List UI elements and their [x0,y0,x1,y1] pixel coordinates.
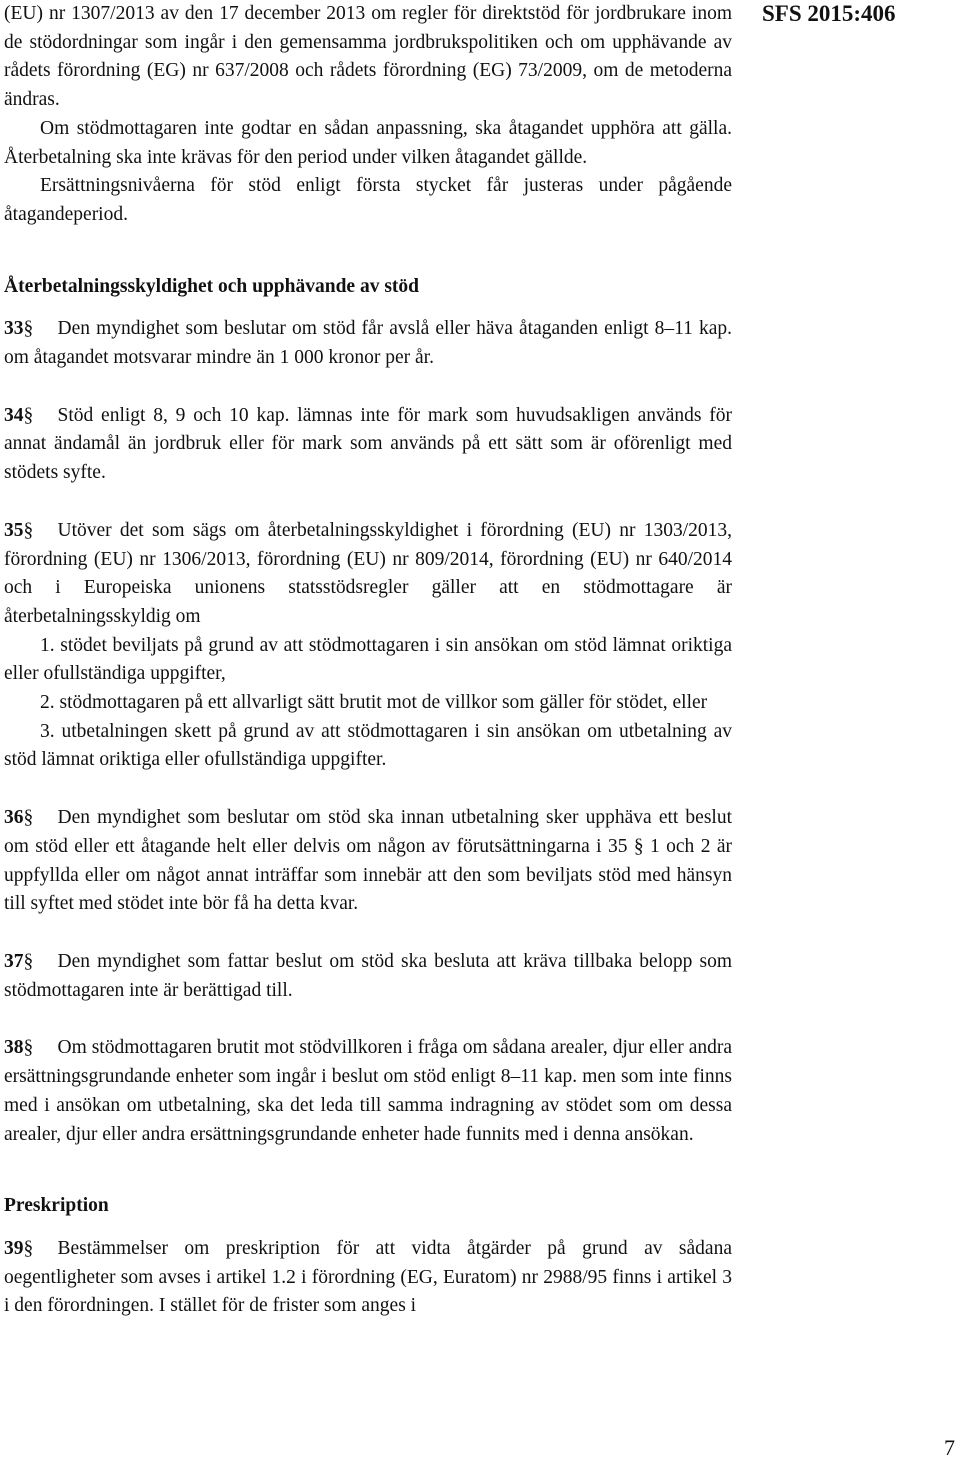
section-34 [4,402,732,488]
paragraph-sign: § [23,404,34,426]
section-number: 39 [4,1237,24,1259]
paragraph-sign: § [23,1237,34,1259]
section-number: 34 [4,404,24,426]
paragraph-sign: § [23,950,34,972]
section-text: Utöver det som sägs om återbetalningsskyldighet i förordning (EU) nr 1303/2013, förordning (EU) nr 1306/2013, förordning (EU) nr 809/2014, förordning (EU) nr 640/2014 och i Europeiska unionens statsstödsregler gäller att en stödmottagare är återbetalningsskyldig om [4,519,732,627]
section-number: 35 [4,519,24,541]
document-id: SFS 2015:406 [762,1,896,26]
section-36 [4,804,732,919]
section-39 [4,1235,732,1321]
paragraph-sign: § [23,318,34,340]
list-item: 1. stödet beviljats på grund av att stödmottagaren i sin ansökan om stöd lämnat oriktiga eller ofullständiga uppgifter, [4,634,732,685]
list-item: 3. utbetalningen skett på grund av att stödmottagaren i sin ansökan om utbetalning av stöd lämnat oriktiga eller ofullständiga uppgifter. [4,720,732,771]
intro-paragraph-3: Ersättningsnivåerna för stöd enligt första stycket får justeras under pågående åtagandeperiod. [4,175,732,225]
section-text: Den myndighet som beslutar om stöd får avslå eller häva åtaganden enligt 8–11 kap. om åtagandet motsvarar mindre än 1 000 kronor per år. [4,318,732,369]
intro-paragraph-1: (EU) nr 1307/2013 av den 17 december 2013 om regler för direktstöd för jordbrukare inom de stödordningar som ingår i den gemensamma jordbrukspolitiken och om upphävande av rådets förordning (EG) nr 637/2008 och rådets förordning (EG) 73/2009, om de metoderna ändras. [4,3,732,111]
section-37 [4,948,732,1005]
section-text: Den myndighet som fattar beslut om stöd ska besluta att kräva tillbaka belopp som stödmottagaren inte är berättigad till. [4,950,732,1001]
section-heading-repayment: Återbetalningsskyldighet och upphävande av stöd [4,275,420,297]
section-35 [4,517,732,632]
page-number: 7 [944,1435,955,1460]
section-33 [4,315,732,372]
section-number: 38 [4,1037,24,1059]
paragraph-sign: § [23,1037,34,1059]
section-text: Om stödmottagaren brutit mot stödvillkoren i fråga om sådana arealer, djur eller andra ersättningsgrundande enheter som ingår i beslut om stöd enligt 8–11 kap. men som inte finns med i ansökan om utbetalning, ska det leda till samma indragning av stödet som om dessa arealer, djur eller andra ersättningsgrundande enheter hade funnits med i denna ansökan. [4,1037,732,1145]
section-text: Stöd enligt 8, 9 och 10 kap. lämnas inte för mark som huvudsakligen används för annat ändamål än jordbruk eller för mark som används på ett sätt som är oförenligt med stödets syfte. [4,404,732,484]
section-text: Den myndighet som beslutar om stöd ska innan utbetalning sker upphäva ett beslut om stöd eller ett åtagande helt eller delvis om någon av förutsättningarna i 35 § 1 och 2 är uppfyllda eller om något annat inträffar som innebär att den som beviljats stöd med hänsyn till syftet med stödet inte bör få ha detta kvar. [4,807,732,915]
paragraph-sign: § [23,519,34,541]
section-text: Bestämmelser om preskription för att vidta åtgärder på grund av sådana oegentligheter som avses i artikel 1.2 i förordning (EG, Euratom) nr 2988/95 finns i artikel 3 i den förordningen. I stället för de frister som anges i [4,1237,732,1317]
section-number: 37 [4,950,24,972]
section-number: 33 [4,318,24,340]
section-number: 36 [4,807,24,829]
document-body [4,0,732,1321]
paragraph-sign: § [23,807,34,829]
list-item: 2. stödmottagaren på ett allvarligt sätt brutit mot de villkor som gäller för stödet, eller [40,692,708,714]
section-heading-preskription: Preskription [4,1195,109,1217]
intro-paragraph-2: Om stödmottagaren inte godtar en sådan anpassning, ska åtagandet upphöra att gälla. Återbetalning ska inte krävas för den period under vilken åtagandet gällde. [4,117,732,168]
section-38 [4,1034,732,1149]
